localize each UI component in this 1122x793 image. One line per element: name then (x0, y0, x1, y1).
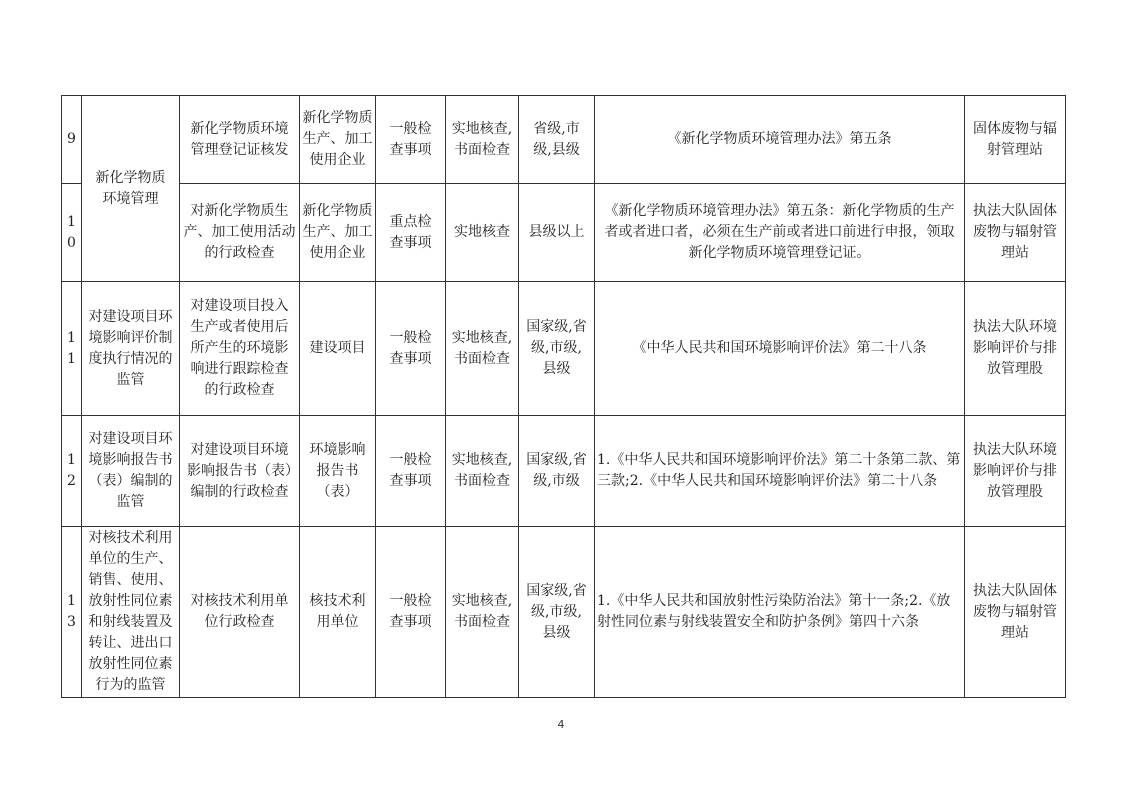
dept-cell: 执法大队环境影响评价与排放管理股 (965, 416, 1066, 527)
item-cell: 对建设项目投入生产或者使用后所产生的环境影响进行跟踪检查的行政检查 (180, 282, 300, 416)
item-cell: 对核技术利用单位行政检查 (180, 527, 300, 698)
row-number: 11 (62, 282, 82, 416)
level-cell: 国家级,省级,市级,县级 (519, 527, 595, 698)
category-text: 新化学物质环境管理 (95, 169, 166, 207)
method-cell: 实地核查 (446, 184, 519, 282)
type-cell: 一般检查事项 (376, 527, 446, 698)
category-cell (82, 96, 180, 282)
method-cell: 实地核查,书面检查 (446, 282, 519, 416)
inspection-items-table (61, 95, 1066, 698)
dept-cell: 执法大队固体废物与辐射管理站 (965, 184, 1066, 282)
category-cell: 对建设项目环境影响报告书（表）编制的监管 (82, 416, 180, 527)
basis-cell: 《新化学物质环境管理办法》第五条：新化学物质的生产者或者进口者，必须在生产前或者进口前进行申报，领取新化学物质环境管理登记证。 (595, 184, 965, 282)
type-cell: 一般检查事项 (376, 282, 446, 416)
item-cell: 对建设项目环境影响报告书（表）编制的行政检查 (180, 416, 300, 527)
basis-cell: 《新化学物质环境管理办法》第五条 (595, 96, 965, 184)
dept-cell: 固体废物与辐射管理站 (965, 96, 1066, 184)
row-number: 13 (62, 527, 82, 698)
method-cell: 实地核查,书面检查 (446, 527, 519, 698)
dept-cell: 执法大队固体废物与辐射管理站 (965, 527, 1066, 698)
level-cell: 县级以上 (519, 184, 595, 282)
target-cell: 新化学物质生产、加工使用企业 (300, 96, 376, 184)
item-cell: 对新化学物质生产、加工使用活动的行政检查 (180, 184, 300, 282)
basis-cell: 1.《中华人民共和国放射性污染防治法》第十一条;2.《放射性同位素与射线装置安全和防护条例》第四十六条 (595, 527, 965, 698)
table-row (62, 184, 1066, 282)
table-row (62, 527, 1066, 698)
table-row (62, 282, 1066, 416)
method-cell: 实地核查,书面检查 (446, 416, 519, 527)
category-cell: 对核技术利用单位的生产、销售、使用、放射性同位素和射线装置及转让、进出口放射性同位素行为的监管 (82, 527, 180, 698)
dept-cell: 执法大队环境影响评价与排放管理股 (965, 282, 1066, 416)
row-number: 9 (62, 96, 82, 184)
type-cell: 重点检查事项 (376, 184, 446, 282)
basis-cell: 《中华人民共和国环境影响评价法》第二十八条 (595, 282, 965, 416)
level-cell: 国家级,省级,市级,县级 (519, 282, 595, 416)
target-cell: 新化学物质生产、加工使用企业 (300, 184, 376, 282)
basis-cell: 1.《中华人民共和国环境影响评价法》第二十条第二款、第三款;2.《中华人民共和国环境影响评价法》第二十八条 (595, 416, 965, 527)
item-cell: 新化学物质环境管理登记证核发 (180, 96, 300, 184)
target-cell: 核技术利用单位 (300, 527, 376, 698)
type-cell: 一般检查事项 (376, 96, 446, 184)
level-cell: 国家级,省级,市级 (519, 416, 595, 527)
category-cell: 对建设项目环境影响评价制度执行情况的监管 (82, 282, 180, 416)
page-number: 4 (557, 718, 565, 731)
target-cell: 建设项目 (300, 282, 376, 416)
type-cell: 一般检查事项 (376, 416, 446, 527)
target-cell: 环境影响报告书（表） (300, 416, 376, 527)
row-number: 10 (62, 184, 82, 282)
table-row (62, 416, 1066, 527)
table-row (62, 96, 1066, 184)
method-cell: 实地核查,书面检查 (446, 96, 519, 184)
row-number: 12 (62, 416, 82, 527)
level-cell: 省级,市级,县级 (519, 96, 595, 184)
